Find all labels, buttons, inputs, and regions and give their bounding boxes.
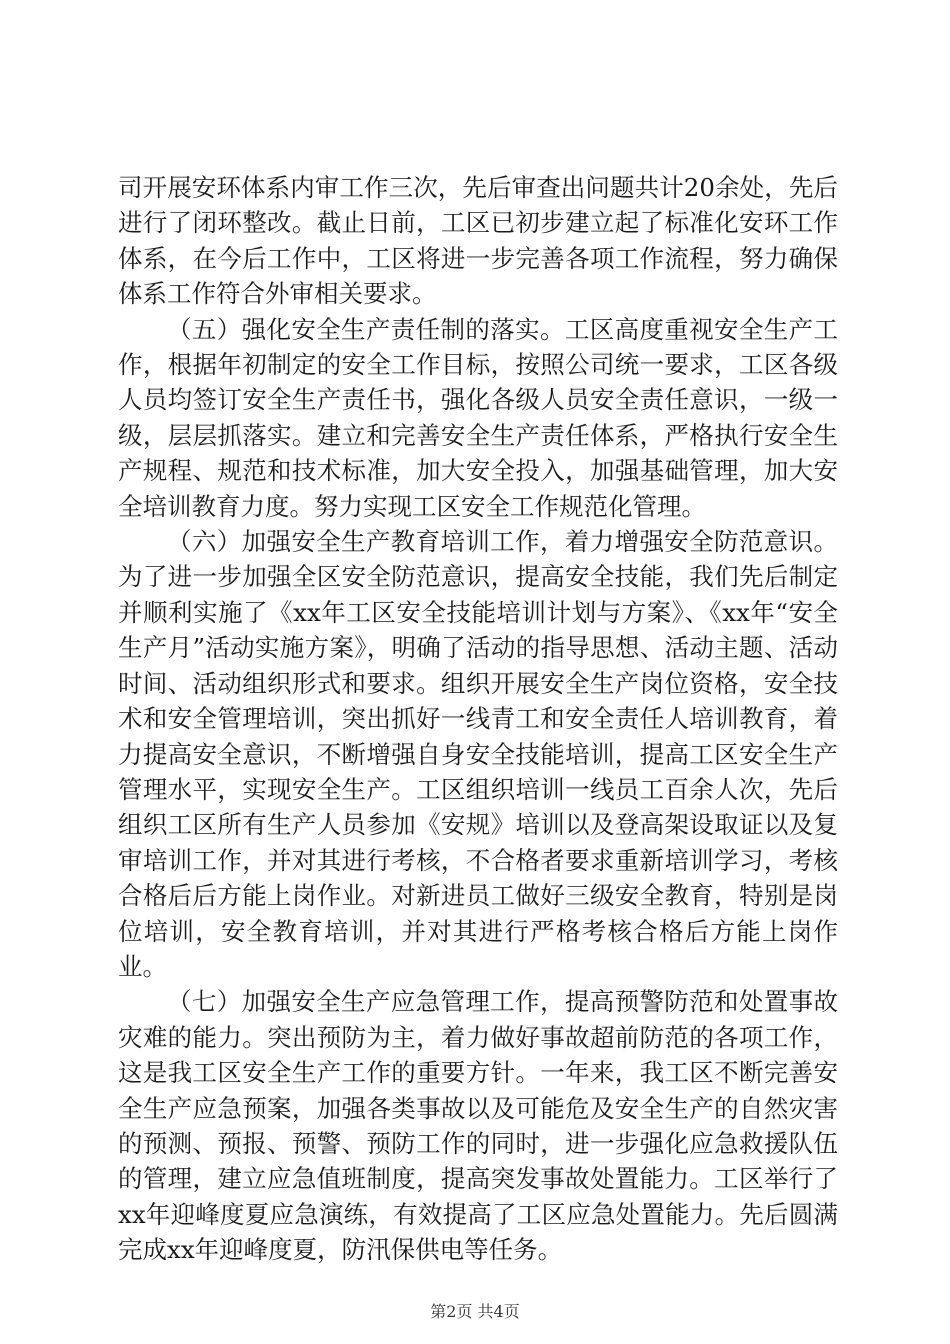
- paragraph-section-6: （六）加强安全生产教育培训工作，着力增强安全防范意识。为了进一步加强全区安全防范意识，提高安全技能，我们先后制定并顺利实施了《xx年工区安全技能培训计划与方案》、《xx年“安全生产月”活动实施方案》，明确了活动的指导思想、活动主题、活动时间、活动组织形式和要求。组织开展安全生产岗位资格，安全技术和安全管理培训，突出抓好一线青工和安全责任人培训教育，着力提高安全意识，不断增强自身安全技能培训，提高工区安全生产管理水平，实现安全生产。工区组织培训一线员工百余人次，先后组织工区所有生产人员参加《安规》培训以及登高架设取证以及复审培训工作，并对其进行考核，不合格者要求重新培训学习，考核合格后后方能上岗作业。对新进员工做好三级安全教育，特别是岗位培训，安全教育培训，并对其进行严格考核合格后方能上岗作业。: [118, 527, 838, 981]
- paragraph-section-7: （七）加强安全生产应急管理工作，提高预警防范和处置事故灾难的能力。突出预防为主，着力做好事故超前防范的各项工作，这是我工区安全生产工作的重要方针。一年来，我工区不断完善安全生产应急预案，加强各类事故以及可能危及安全生产的自然灾害的预测、预报、预警、预防工作的同时，进一步强化应急救援队伍的管理，建立应急值班制度，提高突发事故处置能力。工区举行了xx年迎峰度夏应急演练，有效提高了工区应急处置能力。先后圆满完成xx年迎峰度夏，防汛保供电等任务。: [118, 987, 838, 1265]
- page-number-footer: 第2页 共4页: [430, 1302, 520, 1321]
- paragraph-section-5: （五）强化安全生产责任制的落实。工区高度重视安全生产工作，根据年初制定的安全工作目标，按照公司统一要求，工区各级人员均签订安全生产责任书，强化各级人员安全责任意识，一级一级，层层抓落实。建立和完善安全生产责任体系，严格执行安全生产规程、规范和技术标准，加大安全投入，加强基础管理，加大安全培训教育力度。努力实现工区安全工作规范化管理。: [118, 314, 838, 521]
- paragraph-continuation: 司开展安环体系内审工作三次，先后审查出问题共计20余处，先后进行了闭环整改。截止日前，工区已初步建立起了标准化安环工作体系，在今后工作中，工区将进一步完善各项工作流程，努力确保体系工作符合外审相关要求。: [118, 173, 838, 309]
- document-body: [118, 170, 838, 1268]
